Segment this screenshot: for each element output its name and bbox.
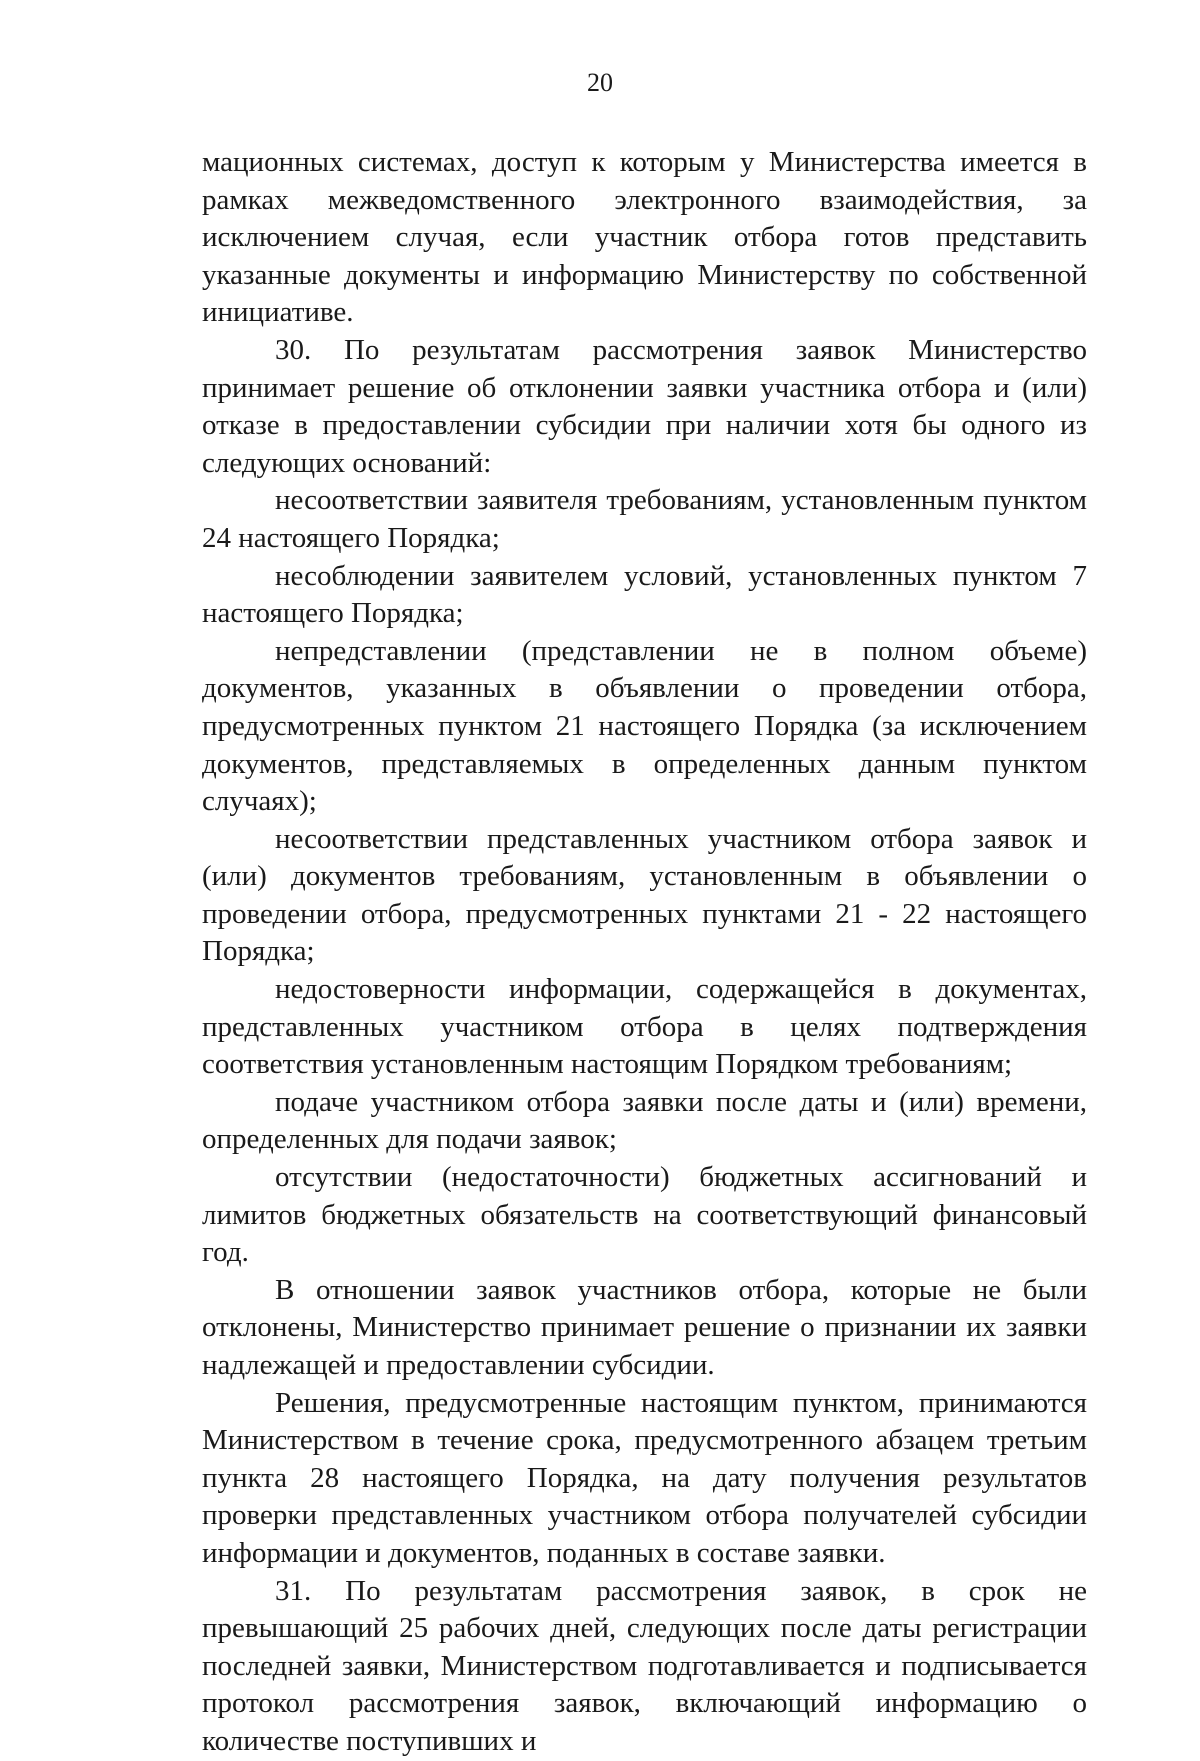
- paragraph: Решения, предусмотренные настоящим пунктом, принимаются Министерством в течение срока, предусмотренного абзацем третьим пункта 28 настоящего Порядка, на дату получения результатов проверки представленных участником отбора получателей субсидии информации и документов, поданных в составе заявки.: [202, 1386, 1087, 1569]
- paragraph: отсутствии (недостаточности) бюджетных ассигнований и лимитов бюджетных обязательств на соответствующий финансовый год.: [202, 1161, 1087, 1269]
- document-body: [202, 144, 1087, 1761]
- paragraph: подаче участником отбора заявки после даты и (или) времени, определенных для подачи заявок;: [202, 1085, 1087, 1156]
- paragraph: несоответствии представленных участником отбора заявок и (или) документов требованиям, установленным в объявлении о проведении отбора, предусмотренных пунктами 21 - 22 настоящего Порядка;: [202, 822, 1087, 968]
- paragraph: недостоверности информации, содержащейся в документах, представленных участником отбора в целях подтверждения соответствия установленным настоящим Порядком требованиям;: [202, 973, 1087, 1081]
- paragraph: несоблюдении заявителем условий, установленных пунктом 7 настоящего Порядка;: [202, 559, 1087, 630]
- paragraph: 31. По результатам рассмотрения заявок, в срок не превышающий 25 рабочих дней, следующих после даты регистрации последней заявки, Министерством подготавливается и подписывается протокол рассмотрения заявок, включающий информацию о количестве поступивших и: [202, 1574, 1087, 1757]
- paragraph: непредставлении (представлении не в полном объеме) документов, указанных в объявлении о проведении отбора, предусмотренных пунктом 21 настоящего Порядка (за исключением документов, представляемых в определенных данным пунктом случаях);: [202, 634, 1087, 818]
- page-number: 20: [587, 68, 613, 97]
- paragraph: несоответствии заявителя требованиям, установленным пунктом 24 настоящего Порядка;: [202, 484, 1087, 554]
- paragraph: мационных системах, доступ к которым у Министерства имеется в рамках межведомственного электронного взаимодействия, за исключением случая, если участник отбора готов представить указанные документы и информацию Министерству по собственной инициативе.: [202, 146, 1087, 329]
- paragraph: В отношении заявок участников отбора, которые не были отклонены, Министерство принимает решение о признании их заявки надлежащей и предоставлении субсидии.: [202, 1273, 1087, 1381]
- paragraph: 30. По результатам рассмотрения заявок Министерство принимает решение об отклонении заявки участника отбора и (или) отказе в предоставлении субсидии при наличии хотя бы одного из следующих оснований:: [202, 333, 1087, 479]
